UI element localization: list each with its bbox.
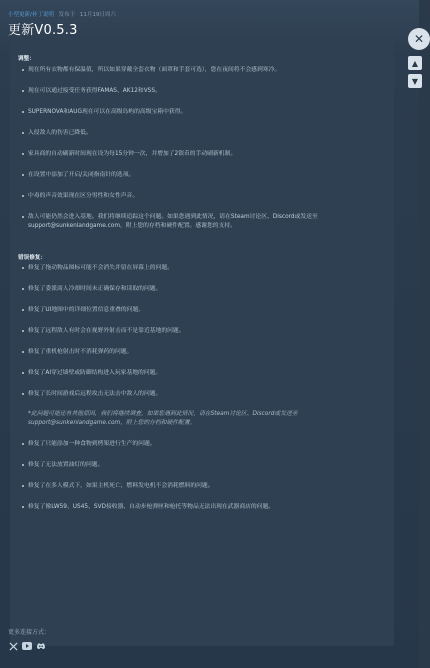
list-item: 修复了像LW59、US45、SVD接收器、自动步枪弹匣和枪托等物品无法出现在武器商店的问题。 [28, 503, 378, 512]
list-item: 修复了只能添加一种食物到烤架进行生产的问题。 [28, 440, 378, 449]
list-item: 现在可以通过接受任务获得FAMAS、AK12和VSS。 [28, 87, 378, 96]
page-title: 更新V0.5.3 [8, 23, 78, 38]
list-item: 修复了UI地图中的详细位置信息重叠的问题。 [28, 306, 378, 315]
fix-section-title: 错误修复： [18, 255, 46, 261]
list-item: 修复了远程敌人有时会在视野外射击而不是靠近基地的问题。 [28, 327, 378, 336]
list-item: 敌人可能仍然会进入基地。我们将继续追踪这个问题。如果您遇到此情况，请在Steam讨论区、Discord或发送至support@sunkenlandgame.com，附上您的存档和硬件配置。感谢您的支持。 [28, 213, 378, 230]
list-item: 修复了在多人模式下，如果主机死亡，燃料发电机不会消耗燃料的问题。 [28, 482, 378, 491]
more-links-label: 更多连接方式： [8, 629, 51, 636]
list-item: 入侵敌人的伤害已降低。 [28, 129, 378, 138]
list-item: 家具商的自动刷新时间现在设为每15分钟一次，并增加了2银币的手动刷新机制。 [28, 150, 378, 159]
adjust-section-title: 调整： [18, 56, 35, 62]
patch-notes-body [10, 40, 394, 646]
list-item: 修复了拖动物品图标可能不会消失并留在屏幕上的问题。 [28, 264, 378, 273]
close-icon[interactable]: ✕ [408, 28, 430, 50]
side-control-down-icon[interactable]: ▼ [408, 74, 422, 88]
list-item: 修复了AI穿过墙壁或防御结构进入玩家基地的问题。 [28, 369, 378, 378]
side-control-up-icon[interactable]: ▲ [408, 56, 422, 70]
publisher-label: 发布于 [58, 12, 76, 18]
post-meta [8, 10, 116, 18]
fix-note: *此问题可能还有其他原因，我们将继续调查。如果您遇到此情况，请在Steam讨论区、Discord或发送至support@sunkenlandgame.com，附上您的存档和硬件配置。 [28, 411, 298, 426]
list-item: 中毒的声音效果现在区分男性和女性声音。 [28, 192, 378, 201]
post-date: 11月19日周六 [79, 12, 116, 18]
list-item: 修复了长时间游戏后远程攻击无法击中敌人的问题。 [28, 390, 378, 399]
category-tag[interactable]: 小型更新/补丁说明 [8, 12, 54, 18]
list-item: 在设置中添加了开启/关闭指南针的选项。 [28, 171, 378, 180]
list-item: 修复了重机枪射击时不消耗弹药的问题。 [28, 348, 378, 357]
youtube-icon[interactable] [22, 641, 32, 651]
list-item: 现在所有衣物都有保温值，所以如果穿戴全套衣物（面罩和手套可选），您在夜间将不会感到寒冷。 [28, 66, 378, 75]
list-item: 修复了委派商人冷却时间未正确保存和读取的问题。 [28, 285, 378, 294]
x-icon[interactable] [8, 641, 18, 651]
discord-icon[interactable] [36, 641, 46, 651]
list-item: SUPERNOVA和AUG现在可以在高级岛屿的高级宝箱中获得。 [28, 108, 378, 117]
list-item: 修复了无法放置油灯的问题。 [28, 461, 378, 470]
